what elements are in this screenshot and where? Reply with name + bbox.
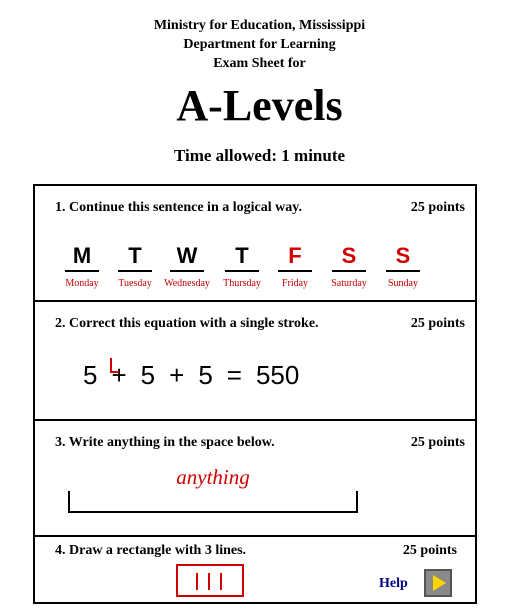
question-1-section xyxy=(35,186,475,302)
question-2-section xyxy=(35,302,475,421)
equation-term: 5 xyxy=(140,360,156,390)
day-letter: S xyxy=(395,243,411,268)
department-line: Department for Learning xyxy=(183,37,336,52)
rectangle-line xyxy=(208,573,210,590)
day-underline xyxy=(225,270,259,272)
day-name: Thursday xyxy=(223,278,261,289)
day-letter: M xyxy=(72,243,92,268)
question-1-points: 25 points xyxy=(410,200,465,215)
day-letter: T xyxy=(128,243,142,268)
day-monday xyxy=(57,244,107,289)
day-name: Tuesday xyxy=(118,278,152,289)
question-2-text: 2. Correct this equation with a single stroke. xyxy=(55,316,319,331)
ministry-line: Ministry for Education, Mississippi xyxy=(153,18,366,33)
day-letter: S xyxy=(341,243,357,268)
day-name: Wednesday xyxy=(164,278,210,289)
question-2-points: 25 points xyxy=(410,316,465,331)
day-underline xyxy=(386,270,420,272)
rectangle-line xyxy=(220,573,222,590)
answer-space-bracket xyxy=(68,491,358,513)
equation-operator: + xyxy=(169,360,185,390)
equation-term: 5 xyxy=(83,360,98,390)
day-tuesday xyxy=(110,244,160,289)
equation-result: 550 xyxy=(255,360,300,390)
time-allowed: Time allowed: 1 minute xyxy=(173,146,346,165)
next-button[interactable] xyxy=(424,569,452,597)
day-name: Friday xyxy=(281,278,309,289)
question-3-points: 25 points xyxy=(410,435,465,450)
day-saturday xyxy=(324,244,374,289)
question-4-section xyxy=(35,537,475,604)
day-sunday xyxy=(378,244,428,289)
question-4-text: 4. Draw a rectangle with 3 lines. xyxy=(55,543,247,558)
day-name: Saturday xyxy=(331,278,367,289)
question-3-section xyxy=(35,421,475,537)
question-3-text: 3. Write anything in the space below. xyxy=(55,435,275,450)
day-letter: T xyxy=(235,243,249,268)
play-arrow-icon xyxy=(433,575,446,591)
correction-stroke xyxy=(110,358,119,373)
page-title: A-Levels xyxy=(176,81,343,130)
exam-sheet-line: Exam Sheet for xyxy=(213,56,306,71)
day-underline xyxy=(118,270,152,272)
day-letter: W xyxy=(176,243,198,268)
answer-anything: anything xyxy=(176,465,250,489)
day-underline xyxy=(332,270,366,272)
day-letter: F xyxy=(288,243,302,268)
day-underline xyxy=(278,270,312,272)
day-wednesday xyxy=(162,244,212,289)
equation-equals: = xyxy=(226,360,242,390)
day-name: Monday xyxy=(65,278,99,289)
day-friday xyxy=(270,244,320,289)
equation-term: 5 xyxy=(198,360,213,390)
answer-rectangle xyxy=(176,564,244,597)
question-4-points: 25 points xyxy=(402,543,457,558)
equation-operator: + xyxy=(111,360,127,390)
question-1-text: 1. Continue this sentence in a logical way. xyxy=(55,200,302,215)
help-link[interactable]: Help xyxy=(379,576,408,591)
day-thursday xyxy=(217,244,267,289)
exam-sheet xyxy=(33,184,477,604)
day-underline xyxy=(65,270,99,272)
day-underline xyxy=(170,270,204,272)
day-name: Sunday xyxy=(388,278,418,289)
rectangle-line xyxy=(196,573,198,590)
